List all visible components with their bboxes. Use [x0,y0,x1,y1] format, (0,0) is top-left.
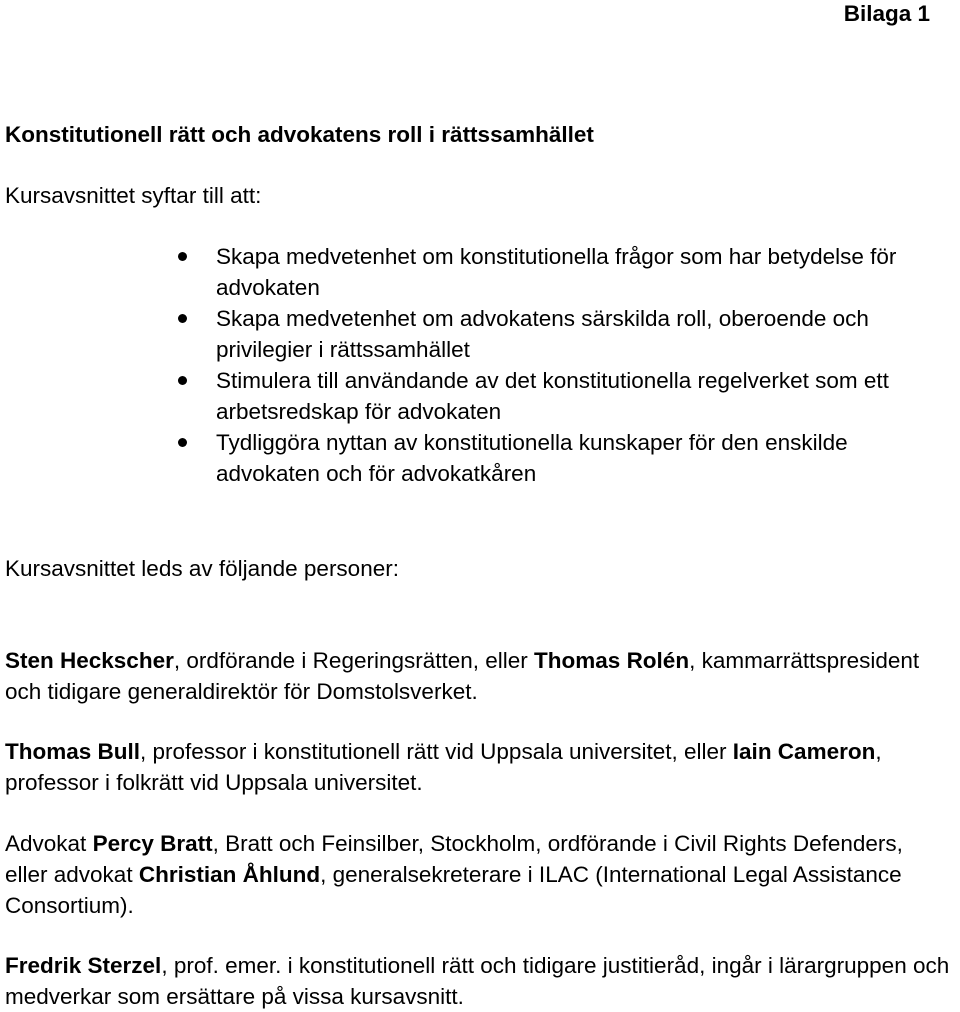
list-item-text: Stimulera till användande av det konstitutionella regelverket som ett arbetsredskap för advokaten [216,368,889,424]
attachment-label: Bilaga 1 [843,1,930,26]
leader-paragraph-3 [5,828,950,921]
list-item-text: Skapa medvetenhet om advokatens särskilda roll, oberoende och privilegier i rättssamhället [216,306,869,362]
person-name: Thomas Bull [5,739,141,764]
person-description: , kammarrättspresident och tidigare generaldirektör för Domstolsverket. [5,648,920,704]
person-name: Percy Bratt [92,831,213,856]
bullet-icon [178,252,187,261]
bullet-icon [178,376,187,385]
list-item [176,303,946,365]
person-description: , Bratt och Feinsilber, Stockholm, ordförande i Civil Rights Defenders, eller advokat [5,831,903,887]
person-name: Iain Cameron [732,739,876,764]
person-name: Christian Åhlund [138,862,321,887]
person-name: Sten Heckscher [5,648,174,673]
person-title-prefix: Advokat [5,831,93,856]
list-item [176,365,946,427]
leader-paragraph-4 [5,950,950,1012]
person-description: , ordförande i Regeringsrätten, eller [173,648,535,673]
leader-paragraph-2 [5,736,950,798]
leaders-intro: Kursavsnittet leds av följande personer: [5,556,399,581]
person-description: , professor i konstitutionell rätt vid Uppsala universitet, eller [140,739,733,764]
person-name: Thomas Rolén [534,648,690,673]
document-title: Konstitutionell rätt och advokatens roll i rättssamhället [5,122,594,147]
list-item [176,241,946,303]
leader-paragraph-1 [5,645,950,707]
aims-list [176,241,946,489]
list-item-text: Skapa medvetenhet om konstitutionella frågor som har betydelse för advokaten [216,244,897,300]
bullet-icon [178,438,187,447]
list-item-text: Tydliggöra nyttan av konstitutionella kunskaper för den enskilde advokaten och för advokatkåren [216,430,848,486]
list-item [176,427,946,489]
person-description: , generalsekreterare i ILAC (International Legal Assistance Consortium). [5,862,902,918]
aims-intro: Kursavsnittet syftar till att: [5,183,262,208]
person-description: , prof. emer. i konstitutionell rätt och tidigare justitieråd, ingår i lärargruppen och medverkar som ersättare på vissa kursavsnitt. [5,953,950,1009]
person-name: Fredrik Sterzel [5,953,162,978]
bullet-icon [178,314,187,323]
person-description: , professor i folkrätt vid Uppsala universitet. [5,739,882,795]
